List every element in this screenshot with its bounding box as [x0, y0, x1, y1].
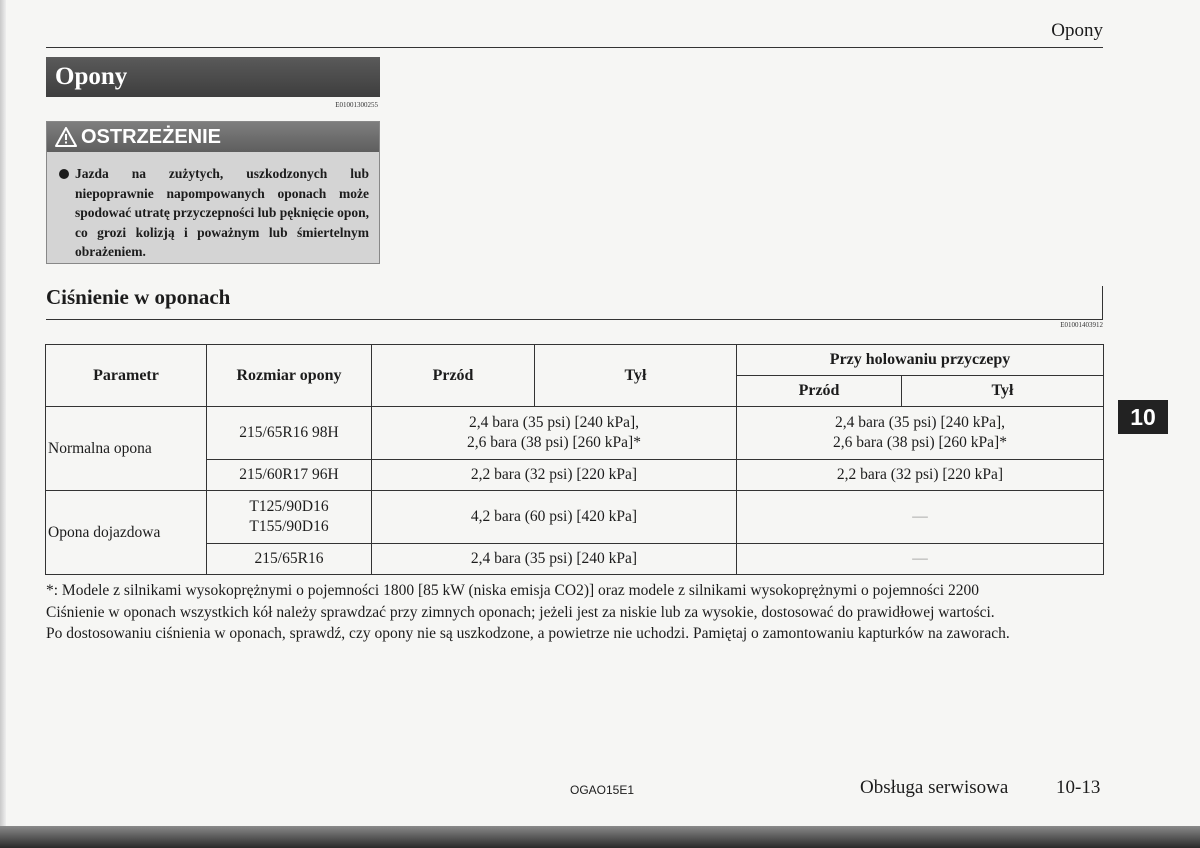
pressure-value: 2,4 bara (35 psi) [240 kPa],	[468, 414, 640, 431]
table-row	[46, 491, 1104, 544]
tire-size: 215/65R16	[254, 550, 324, 567]
group-name: Opona dojazdowa	[46, 491, 207, 575]
header-towing-front: Przód	[737, 376, 902, 407]
subheading-rule	[46, 319, 1103, 320]
header-towing-rear: Tył	[902, 376, 1104, 407]
footnote: *: Modele z silnikami wysokoprężnymi o pojemności 1800 [85 kW (niska emisja CO2)] oraz modele z silnikami wysokoprężnymi o pojemności 2200	[46, 582, 979, 599]
warning-header	[47, 122, 379, 152]
towing-pressure-value: —	[912, 550, 928, 567]
notes	[46, 580, 1103, 645]
note-paragraph: Ciśnienie w oponach wszystkich kół należy sprawdzać przy zimnych oponach; jeżeli jest za niskie lub za wysokie, dostosować do prawidłowej wartości.	[46, 603, 995, 621]
towing-pressure-cell	[737, 544, 1104, 575]
tire-size: T125/90D16	[249, 498, 329, 515]
pressure-cell	[372, 491, 737, 544]
pressure-cell	[372, 460, 737, 491]
note-paragraph: Po dostosowaniu ciśnienia w oponach, sprawdź, czy opony nie są uszkodzone, a powietrze nie uchodzi. Pamiętaj o zamontowaniu kapturków na zaworach.	[46, 625, 1010, 642]
tire-size: T155/90D16	[249, 518, 329, 535]
bullet-icon	[59, 169, 69, 179]
warning-text: Jazda na zużytych, uszkodzonych lub niepoprawnie napompowanych oponach może spodować utratę przyczepności lub pęknięcie opon, co grozi kolizją i poważnym lub śmiertelnym obrażeniem.	[75, 166, 370, 259]
pressure-value: 2,6 bara (38 psi) [260 kPa]*	[467, 434, 641, 451]
chapter-tab: 10	[1118, 400, 1168, 434]
section-code: E01001300255	[335, 101, 378, 109]
warning-box	[46, 121, 380, 264]
page-bottom-edge	[0, 826, 1200, 848]
header-rear: Tył	[535, 345, 737, 407]
group-name: Normalna opona	[46, 407, 207, 491]
towing-pressure-value: 2,4 bara (35 psi) [240 kPa],	[834, 414, 1006, 431]
towing-pressure-cell	[737, 460, 1104, 491]
towing-pressure-value: —	[912, 508, 928, 525]
tire-size: 215/65R16 98H	[239, 424, 339, 441]
subheading: Ciśnienie w oponach	[46, 285, 231, 309]
towing-pressure-value: 2,6 bara (38 psi) [260 kPa]*	[833, 434, 1007, 451]
tire-size: 215/60R17 96H	[239, 466, 339, 483]
warning-triangle-icon	[55, 127, 77, 147]
footer-section: Obsługa serwisowa	[860, 777, 1009, 798]
table-row	[46, 407, 1104, 460]
warning-title: OSTRZEŻENIE	[81, 126, 222, 148]
warning-body	[47, 152, 379, 262]
header-parameter: Parametr	[46, 345, 207, 407]
subheading-code: E01001403912	[1060, 321, 1103, 329]
section-title: Opony	[46, 57, 380, 97]
running-header: Opony	[1051, 20, 1103, 41]
tire-pressure-table	[45, 344, 1104, 575]
towing-pressure-value: 2,2 bara (32 psi) [220 kPa]	[836, 466, 1004, 483]
pressure-cell	[372, 544, 737, 575]
tire-size-cell	[207, 544, 372, 575]
pressure-value: 2,4 bara (35 psi) [240 kPa]	[470, 550, 638, 567]
pressure-value: 2,2 bara (32 psi) [220 kPa]	[470, 466, 638, 483]
pressure-value: 4,2 bara (60 psi) [420 kPa]	[470, 508, 638, 525]
tire-size-cell	[207, 491, 372, 544]
towing-pressure-cell	[737, 407, 1104, 460]
header-front: Przód	[372, 345, 535, 407]
page-number: 10-13	[1056, 777, 1101, 798]
towing-pressure-cell	[737, 491, 1104, 544]
tire-size-cell	[207, 460, 372, 491]
page-edge-shadow	[0, 0, 6, 848]
footer-code: OGAO15E1	[570, 783, 635, 797]
tire-size-cell	[207, 407, 372, 460]
header-tire-size: Rozmiar opony	[207, 345, 372, 407]
pressure-cell	[372, 407, 737, 460]
header-rule	[46, 47, 1103, 48]
header-towing: Przy holowaniu przyczepy	[737, 345, 1104, 376]
subheading-vrule	[1102, 286, 1103, 320]
